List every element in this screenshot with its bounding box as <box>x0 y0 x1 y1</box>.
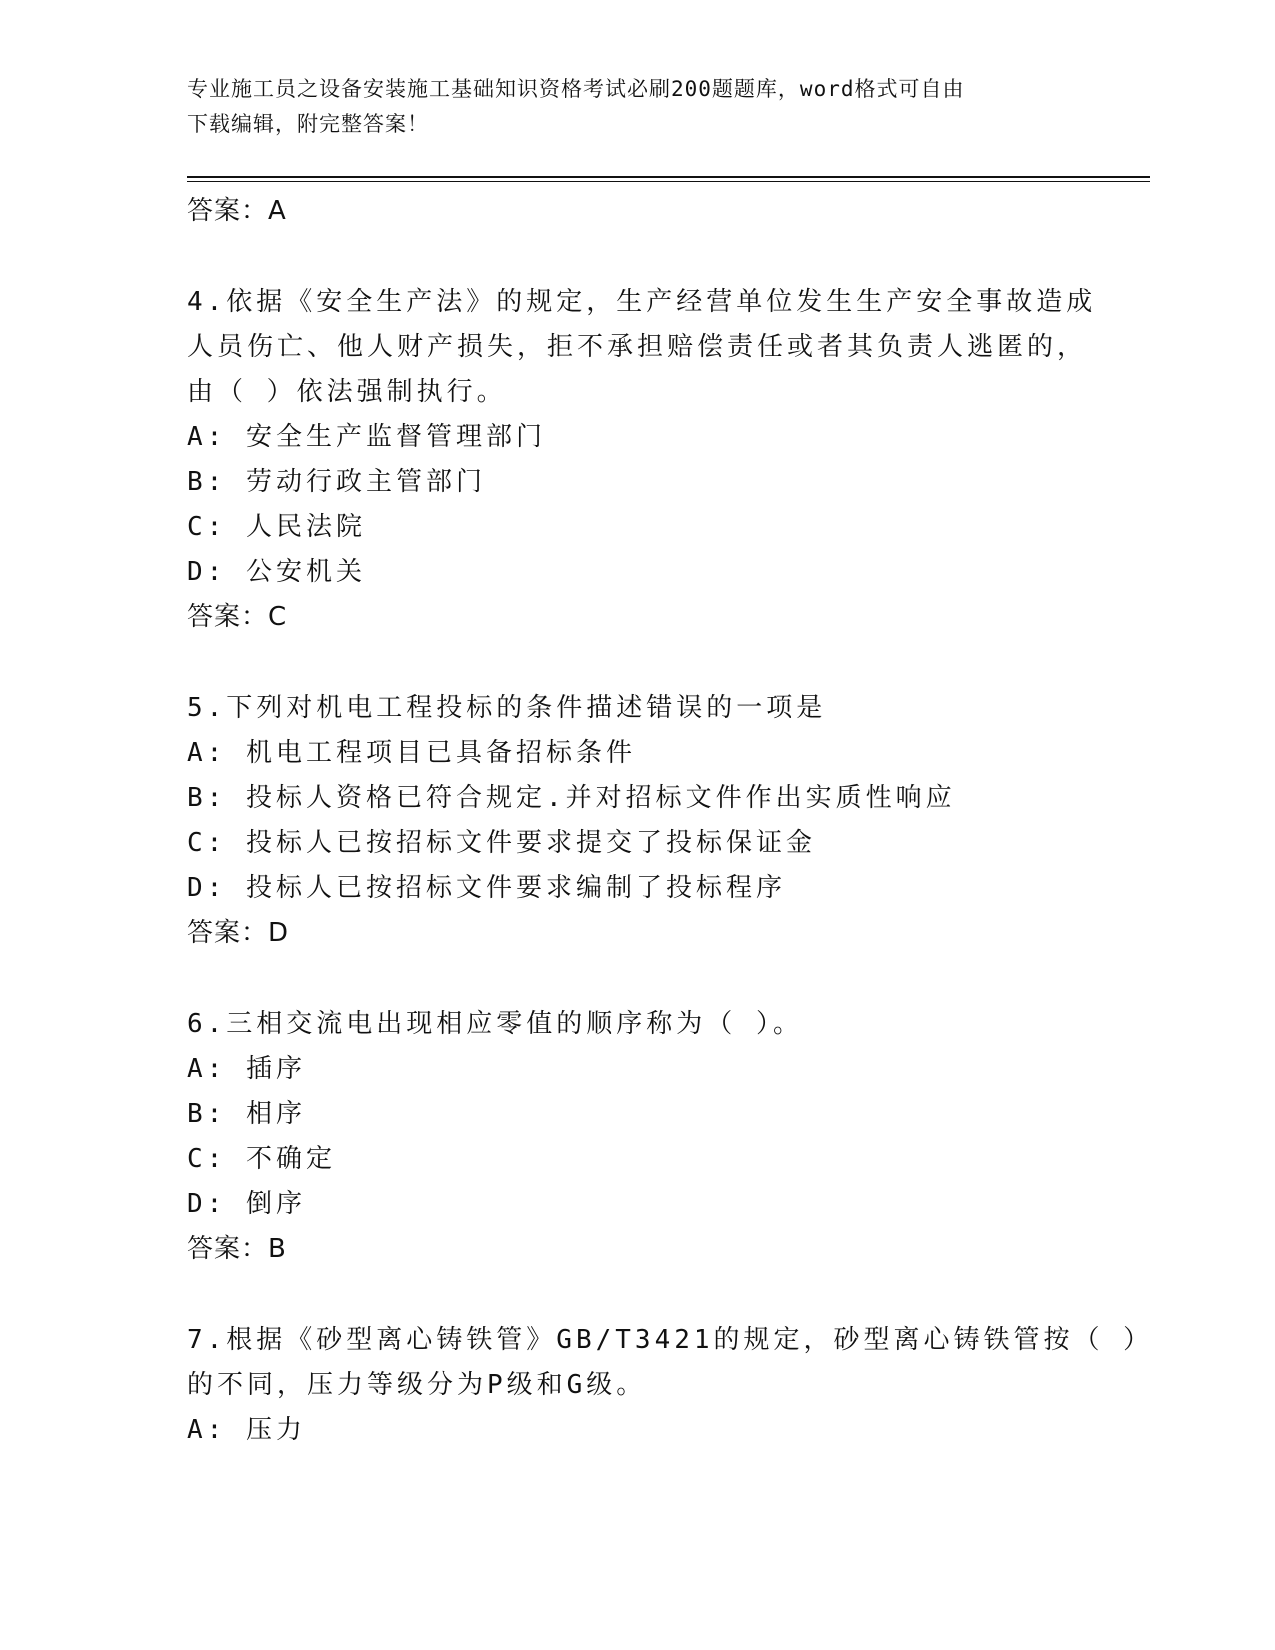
spacer <box>187 234 1087 280</box>
option-a: A: 压力 <box>187 1415 306 1445</box>
question-text-line: 5.下列对机电工程投标的条件描述错误的一项是 <box>187 693 827 723</box>
option-a: A: 安全生产监督管理部门 <box>187 422 546 452</box>
question-text-line: 人员伤亡、他人财产损失，拒不承担赔偿责任或者其负责人逃匿的， <box>187 332 1088 362</box>
question-6 <box>187 1002 1087 1272</box>
option-b: B: 劳动行政主管部门 <box>187 467 486 497</box>
spacer <box>187 956 1087 1002</box>
option-b: B: 投标人资格已符合规定.并对招标文件作出实质性响应 <box>187 783 956 813</box>
header-rule-thick <box>187 176 1150 178</box>
answer-q3: 答案：A <box>187 196 287 226</box>
option-a: A: 插序 <box>187 1054 306 1084</box>
option-b: B: 相序 <box>187 1099 306 1129</box>
option-a: A: 机电工程项目已具备招标条件 <box>187 738 636 768</box>
answer-q6: 答案：B <box>187 1234 287 1264</box>
question-4 <box>187 280 1097 640</box>
option-d: D: 公安机关 <box>187 557 366 587</box>
answer-q4: 答案：C <box>187 602 288 632</box>
question-text-line: 4.依据《安全生产法》的规定，生产经营单位发生生产安全事故造成 <box>187 287 1097 317</box>
spacer <box>187 1272 1087 1318</box>
spacer <box>187 640 1087 686</box>
question-7 <box>187 1318 1154 1453</box>
question-text-line: 7.根据《砂型离心铸铁管》GB/T3421的规定，砂型离心铸铁管按（ ） <box>187 1325 1154 1355</box>
question-text-line: 由（ ）依法强制执行。 <box>187 377 507 407</box>
option-c: C: 投标人已按招标文件要求提交了投标保证金 <box>187 828 816 858</box>
document-body <box>187 189 1154 1453</box>
header-rule-thin <box>187 181 1150 182</box>
header-line-2: 下载编辑，附完整答案！ <box>187 112 429 136</box>
header-line-1: 专业施工员之设备安装施工基础知识资格考试必刷200题题库，word格式可自由 <box>187 77 965 101</box>
answer-q5: 答案：D <box>187 918 290 948</box>
question-5 <box>187 686 1087 956</box>
option-c: C: 人民法院 <box>187 512 366 542</box>
question-text-line: 的不同，压力等级分为P级和G级。 <box>187 1370 647 1400</box>
option-d: D: 投标人已按招标文件要求编制了投标程序 <box>187 873 786 903</box>
option-c: C: 不确定 <box>187 1144 336 1174</box>
question-text-line: 6.三相交流电出现相应零值的顺序称为（ ）。 <box>187 1009 803 1039</box>
option-d: D: 倒序 <box>187 1189 306 1219</box>
page-header <box>187 72 1067 142</box>
